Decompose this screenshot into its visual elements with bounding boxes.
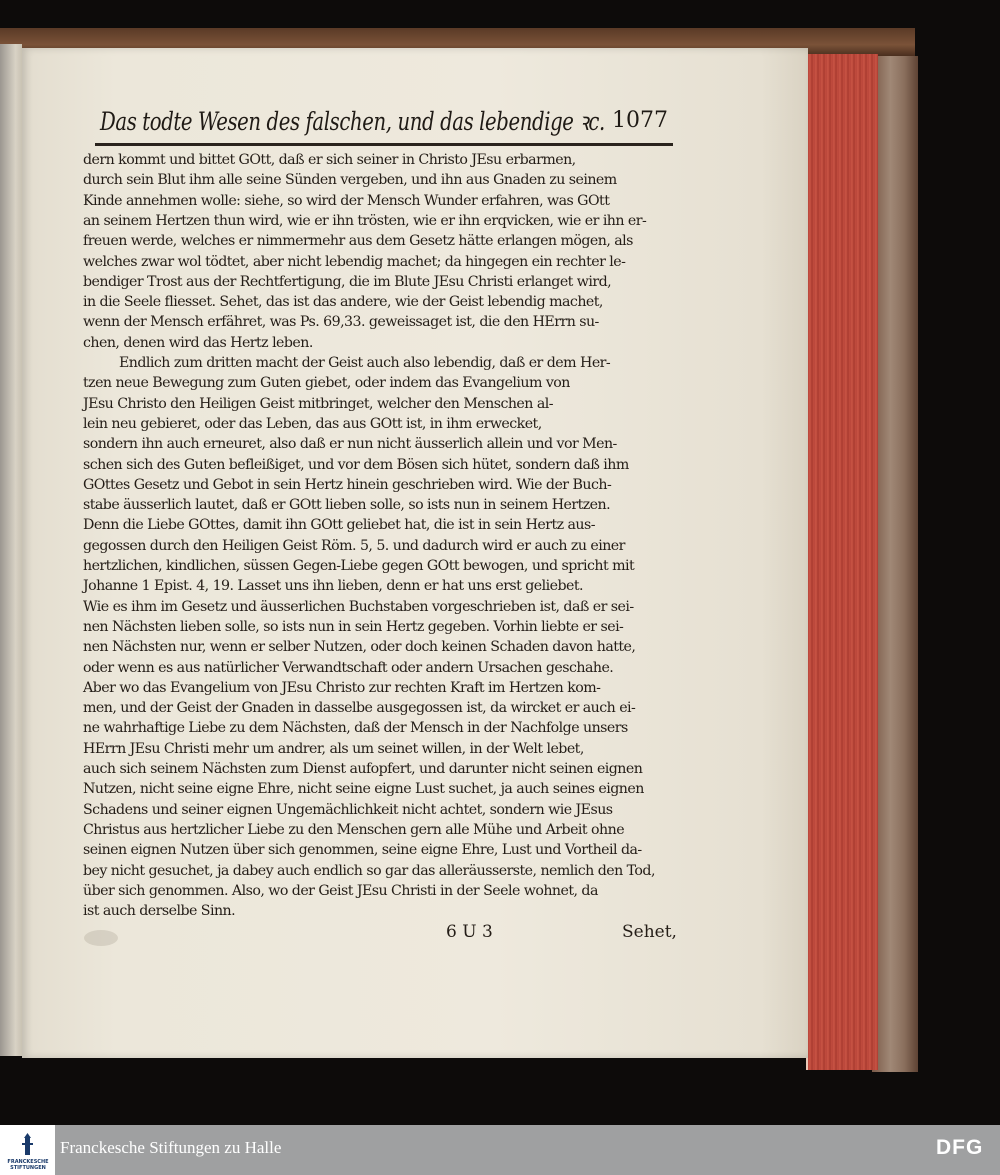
text-line: HErrn JEsu Christi mehr um andrer, als um seinet willen, in der Welt lebet,: [83, 740, 584, 757]
text-line: ist auch derselbe Sinn.: [83, 903, 236, 920]
text-line: bendiger Trost aus der Rechtfertigung, die im Blute JEsu Christi erlanget wird,: [83, 273, 612, 290]
text-line: durch sein Blut ihm alle seine Sünden vergeben, und ihn aus Gnaden zu seinem: [83, 172, 617, 189]
text-line: über sich genommen. Also, wo der Geist JEsu Christi in der Seele wohnet, da: [83, 882, 598, 899]
text-line: freuen werde, welches er nimmermehr aus dem Gesetz hätte erlangen mögen, als: [83, 233, 633, 250]
text-line: Christus aus hertzlicher Liebe zu den Menschen gern alle Mühe und Arbeit ohne: [83, 821, 625, 838]
text-line: seinen eignen Nutzen über sich genommen, seine eigne Ehre, Lust und Vortheil da-: [83, 842, 642, 859]
signature-mark: 6 U 3: [446, 922, 493, 942]
running-head: Das todte Wesen des falschen, und das lebendige ꝛc.: [100, 107, 605, 136]
text-line: men, und der Geist der Gnaden in dasselbe ausgegossen ist, da wircket er auch ei-: [83, 700, 636, 717]
tower-icon: [22, 1133, 33, 1155]
catchword: Sehet,: [622, 922, 677, 942]
logo-text: FRANCKESCHE STIFTUNGEN: [7, 1159, 49, 1171]
text-line: Wie es ihm im Gesetz und äusserlichen Buchstaben vorgeschrieben ist, daß er sei-: [83, 598, 634, 615]
book-cover-edge: [872, 56, 918, 1072]
text-line: in die Seele fliesset. Sehet, das ist das andere, wie der Geist lebendig machet,: [83, 294, 603, 311]
text-line: sondern ihn auch erneuret, also daß er nun nicht äusserlich allein und vor Men-: [83, 436, 617, 453]
franckesche-logo[interactable]: [0, 1125, 55, 1175]
text-line: wenn der Mensch erfähret, was Ps. 69,33. geweissaget ist, die den HErrn su-: [83, 314, 599, 331]
text-line: oder wenn es aus natürlicher Verwandtschaft oder andern Ursachen geschahe.: [83, 659, 614, 676]
text-line: dern kommt und bittet GOtt, daß er sich seiner in Christo JEsu erbarmen,: [83, 152, 576, 168]
text-line: Johanne 1 Epist. 4, 19. Lasset uns ihn lieben, denn er hat uns erst geliebet.: [83, 578, 583, 595]
text-line: Kinde annehmen wolle: siehe, so wird der Mensch Wunder erfahren, was GOtt: [83, 192, 610, 209]
text-line: Denn die Liebe GOttes, damit ihn GOtt geliebet hat, die ist in sein Hertz aus-: [83, 517, 595, 534]
text-line: lein neu gebieret, oder das Leben, das aus GOtt ist, in ihm erwecket,: [83, 415, 542, 432]
text-line: Aber wo das Evangelium von JEsu Christo zur rechten Kraft im Hertzen kom-: [83, 679, 601, 696]
text-line: Endlich zum dritten macht der Geist auch also lebendig, daß er dem Her-: [119, 355, 611, 371]
text-line: Nutzen, nicht seine eigne Ehre, nicht seine eigne Lust suchet, ja auch seines eignen: [83, 781, 644, 798]
text-line: bey nicht gesuchet, ja dabey auch endlich so gar das alleräusserste, nemlich den Tod,: [83, 862, 655, 879]
page-stack-left: [0, 44, 22, 1056]
text-line: hertzlichen, kindlichen, süssen Gegen-Liebe gegen GOtt bewogen, und spricht mit: [83, 558, 635, 574]
text-line: GOttes Gesetz und Gebot in sein Hertz hinein geschrieben wird. Wie der Buch-: [83, 476, 612, 493]
page-number: 1077: [612, 108, 668, 133]
red-fore-edge: [806, 54, 878, 1070]
text-line: JEsu Christo den Heiligen Geist mitbringet, welcher den Menschen al-: [83, 395, 553, 412]
text-line: nen Nächsten lieben solle, so ists nun in sein Hertz gegeben. Vorhin liebte er sei-: [83, 618, 624, 635]
faded-stamp: [84, 930, 118, 946]
text-line: tzen neue Bewegung zum Guten giebet, oder indem das Evangelium von: [83, 375, 570, 392]
text-line: schen sich des Guten befleißiget, und vor dem Bösen sich hütet, sondern daß ihm: [83, 456, 629, 473]
text-line: ne wahrhaftige Liebe zu dem Nächsten, daß der Mensch in der Nachfolge unsers: [83, 720, 628, 737]
text-line: gegossen durch den Heiligen Geist Röm. 5, 5. und dadurch wird er auch zu einer: [83, 537, 625, 554]
institution-title[interactable]: Franckesche Stiftungen zu Halle: [60, 1138, 282, 1157]
text-line: auch sich seinem Nächsten zum Dienst aufopfert, und darunter nicht seinen eignen: [83, 761, 643, 777]
dfg-logo[interactable]: DFG: [936, 1136, 984, 1159]
text-line: welches zwar wol tödtet, aber nicht lebendig machet; da hingegen ein rechter le-: [83, 253, 626, 270]
header-rule: [95, 143, 673, 146]
text-line: Schadens und seiner eignen Ungemächlichkeit nicht achtet, sondern wie JEsus: [83, 801, 613, 818]
text-line: nen Nächsten nur, wenn er selber Nutzen, oder doch keinen Schaden davon hatte,: [83, 639, 636, 656]
text-line: an seinem Hertzen thun wird, wie er ihn trösten, wie er ihn erqvicken, wie er ihn er-: [83, 212, 647, 229]
footer-bar: [0, 1125, 1000, 1175]
text-line: stabe äusserlich lautet, daß er GOtt lieben solle, so ists nun in seinem Hertzen.: [83, 497, 611, 514]
text-line: chen, denen wird das Hertz leben.: [83, 334, 313, 351]
